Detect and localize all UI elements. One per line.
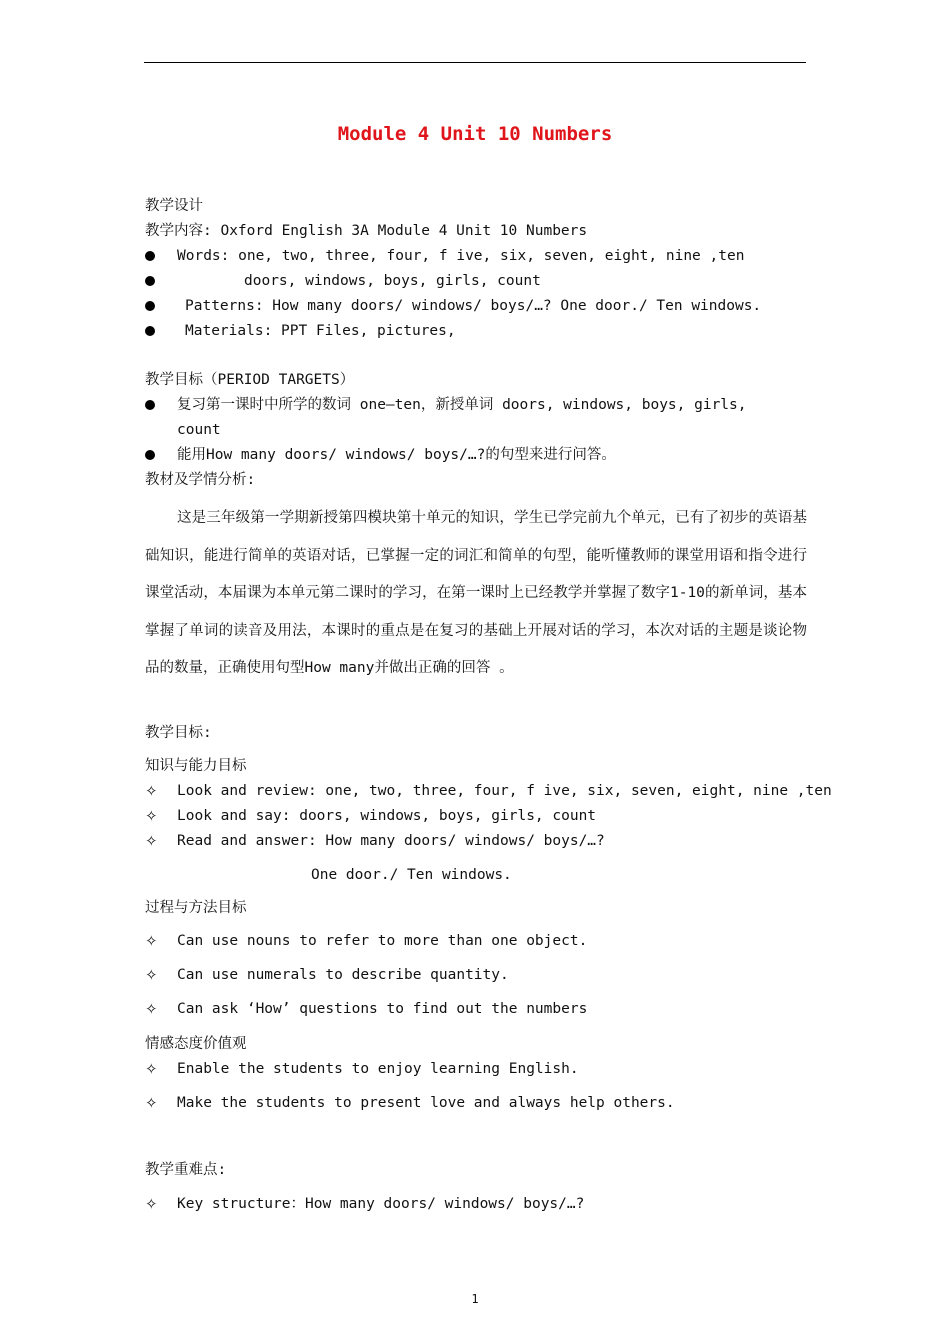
- document-title: Module 4 Unit 10 Numbers: [337, 123, 613, 145]
- content-bullet-words: Words: one, two, three, four, f ive, six, seven, eight, nine ,ten: [177, 248, 745, 264]
- bullet-dot-icon: [145, 297, 155, 315]
- process-item: Can use nouns to refer to more than one object.: [177, 933, 588, 949]
- knowledge-item: Look and review: one, two, three, four, f ive, six, seven, eight, nine ,ten: [177, 783, 832, 799]
- page-number: 1: [471, 1292, 479, 1306]
- target-bullet-1-cont: count: [177, 422, 221, 438]
- emotion-item: Make the students to present love and always help others.: [177, 1095, 675, 1111]
- diamond-star-icon: ✧: [145, 1195, 158, 1213]
- content-line: 教学内容: Oxford English 3A Module 4 Unit 10 Numbers: [145, 223, 588, 239]
- analysis-paragraph: 这是三年级第一学期新授第四模块第十单元的知识，学生已学完前九个单元，已有了初步的英语基础知识，能进行简单的英语对话，已掌握一定的词汇和简单的句型，能听懂教师的课堂用语和指令进行课堂活动，本届课为本单元第二课时的学习，在第一课时上已经教学并掌握了数字1-10的新单词，基本掌握了单词的读音及用法，本课时的重点是在复习的基础上开展对话的学习，本次对话的主题是谈论物品的数量，正确使用句型How many并做出正确的回答 。: [145, 510, 807, 676]
- diamond-star-icon: ✧: [145, 832, 158, 850]
- diamond-star-icon: ✧: [145, 1060, 158, 1078]
- bullet-dot-icon: [145, 322, 155, 340]
- targets-heading: 教学目标（PERIOD TARGETS）: [145, 372, 355, 388]
- process-item: Can ask ‘How’ questions to find out the numbers: [177, 1001, 588, 1017]
- emotion-item: Enable the students to enjoy learning English.: [177, 1061, 579, 1077]
- diamond-star-icon: ✧: [145, 1094, 158, 1112]
- target-bullet-2: 能用How many doors/ windows/ boys/…?的句型来进行问答。: [177, 447, 616, 463]
- diamond-star-icon: ✧: [145, 782, 158, 800]
- bullet-dot-icon: [145, 272, 155, 290]
- emotion-heading: 情感态度价值观: [145, 1036, 247, 1052]
- knowledge-heading: 知识与能力目标: [145, 758, 247, 774]
- key-item: Key structure：How many doors/ windows/ boys/…?: [177, 1196, 585, 1212]
- knowledge-answer: One door./ Ten windows.: [311, 867, 512, 883]
- diamond-star-icon: ✧: [145, 966, 158, 984]
- key-heading: 教学重难点:: [145, 1162, 227, 1178]
- process-heading: 过程与方法目标: [145, 900, 247, 916]
- knowledge-item: Read and answer: How many doors/ windows/ boys/…?: [177, 833, 605, 849]
- diamond-star-icon: ✧: [145, 1000, 158, 1018]
- diamond-star-icon: ✧: [145, 807, 158, 825]
- target-bullet-1: 复习第一课时中所学的数词 one—ten，新授单词 doors, windows, boys, girls,: [177, 397, 747, 413]
- knowledge-item: Look and say: doors, windows, boys, girls, count: [177, 808, 597, 824]
- content-bullet-materials: Materials: PPT Files, pictures,: [185, 323, 456, 339]
- bullet-dot-icon: [145, 396, 155, 414]
- header-rule: [144, 62, 806, 63]
- process-item: Can use numerals to describe quantity.: [177, 967, 509, 983]
- analysis-heading: 教材及学情分析:: [145, 472, 256, 488]
- diamond-star-icon: ✧: [145, 932, 158, 950]
- goals-heading: 教学目标:: [145, 725, 212, 741]
- content-bullet-patterns: Patterns: How many doors/ windows/ boys/…? One door./ Ten windows.: [185, 298, 762, 314]
- bullet-dot-icon: [145, 247, 155, 265]
- content-bullet-words-2: doors, windows, boys, girls, count: [244, 273, 541, 289]
- bullet-dot-icon: [145, 446, 155, 464]
- design-heading: 教学设计: [145, 198, 203, 214]
